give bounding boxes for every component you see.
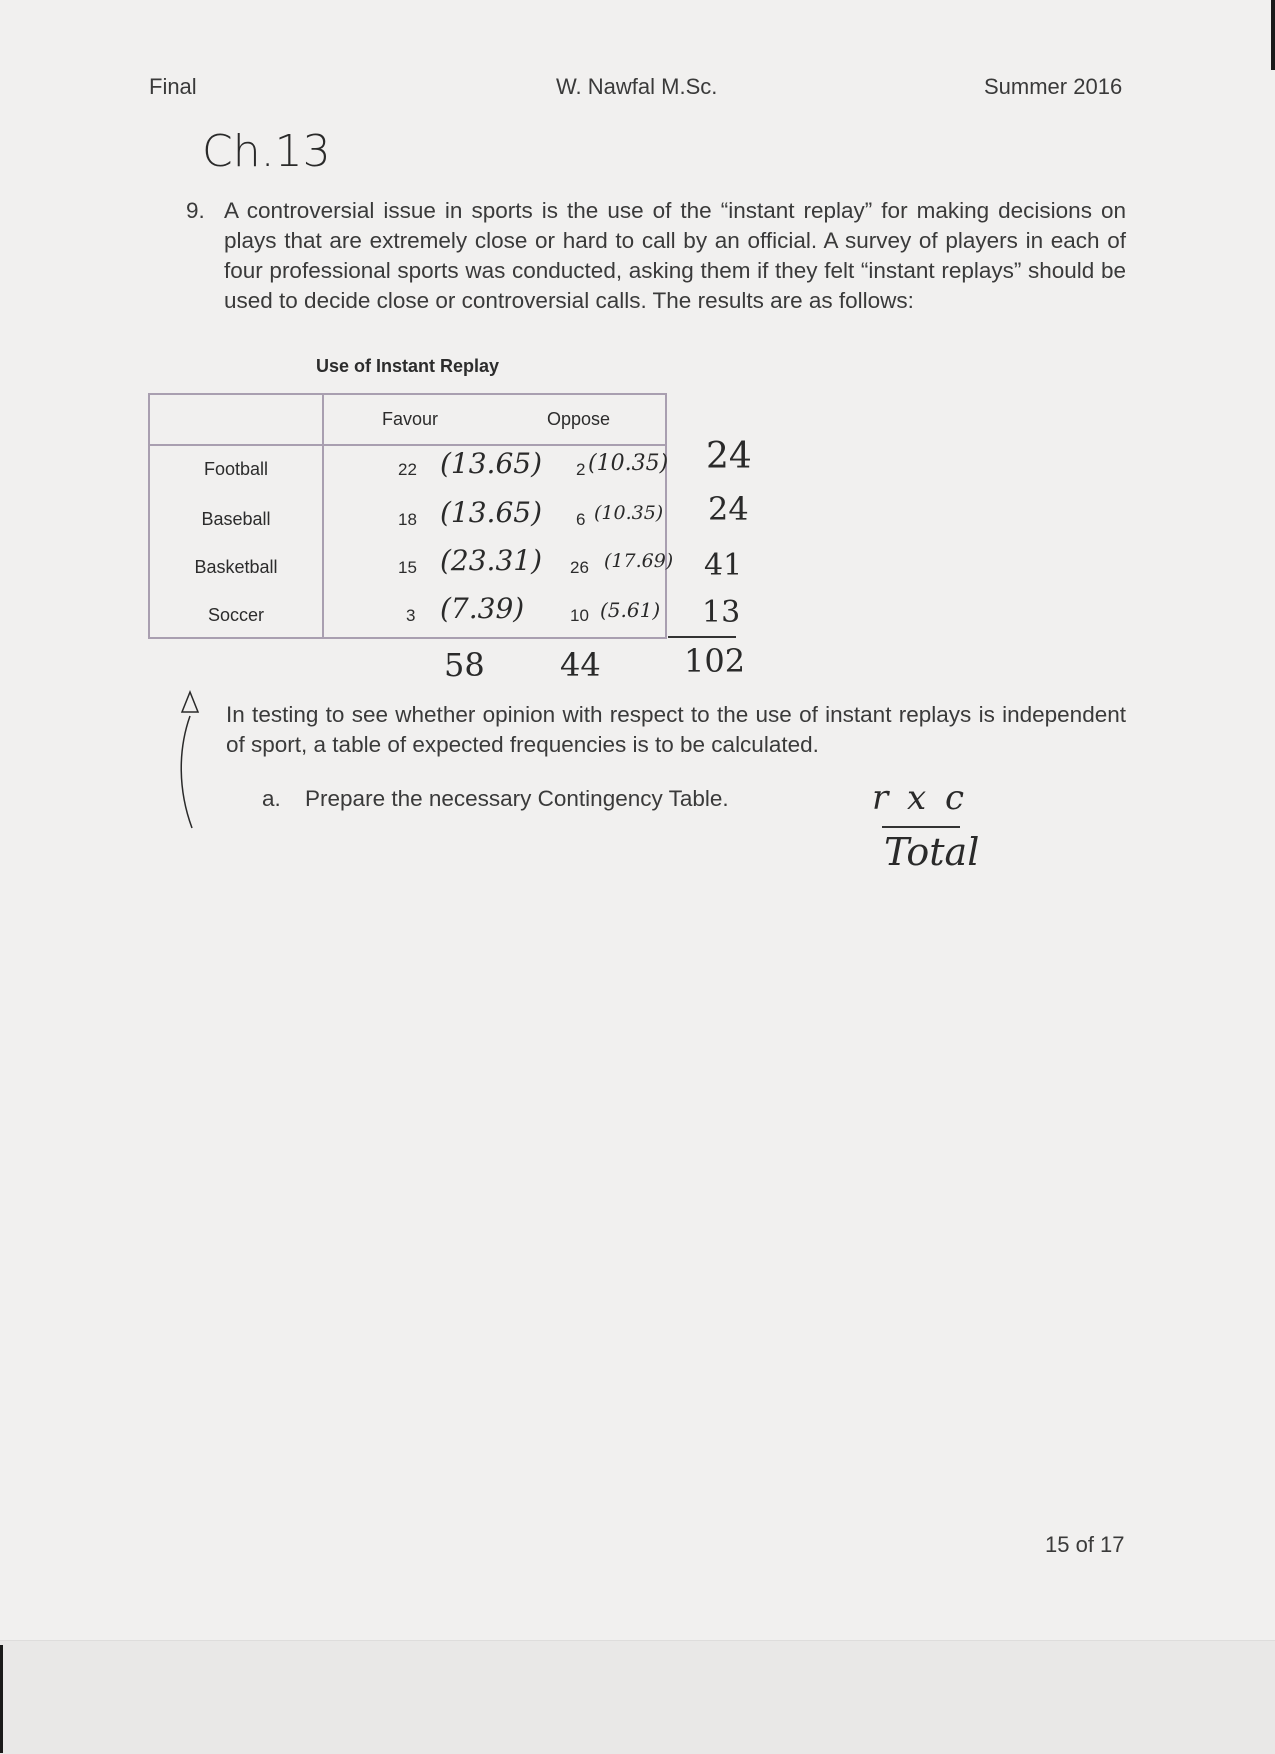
instruction-paragraph: In testing to see whether opinion with respect to the use of instant replays is independent of sport, a table of expected frequencies is to be calculated.: [226, 702, 1126, 757]
cell-football-favour: 22: [398, 460, 417, 479]
cell-football-oppose: 2: [576, 460, 586, 479]
cell-soccer-favour: 3: [406, 606, 416, 625]
page-number: 15 of 17: [1045, 1532, 1125, 1557]
subquestion-label: a.: [262, 786, 281, 811]
row-label-baseball: Baseball: [201, 509, 271, 529]
question-text: A controversial issue in sports is the use of the “instant replay” for making decisions on plays that are extremely close or hard to call by an official. A survey of players in each of four professional sports was conducted, asking them if they felt “instant replays” should be used to decide close or controversial calls. The results are as follows:: [224, 198, 1126, 313]
column-total-favour: 58: [444, 646, 485, 684]
row-total-basketball: 41: [704, 548, 743, 583]
row-total-football: 24: [706, 436, 752, 477]
cell-baseball-oppose-expected: (10.35): [594, 502, 664, 524]
cell-basketball-oppose: 26: [570, 558, 589, 577]
formula-numerator: r x c: [872, 778, 969, 818]
header-center: W. Nawfal M.Sc.: [556, 74, 718, 99]
question-9: [186, 196, 1126, 316]
cell-football-oppose-expected: (10.35): [588, 451, 669, 476]
cell-baseball-oppose: 6: [576, 510, 586, 529]
table-title: Use of Instant Replay: [316, 356, 500, 376]
page-corner-mark: [1271, 0, 1275, 70]
column-header-oppose: Oppose: [547, 409, 611, 429]
row-label-soccer: Soccer: [207, 605, 265, 625]
column-header-favour: Favour: [382, 409, 439, 429]
cell-baseball-favour: 18: [398, 510, 417, 529]
column-total-oppose: 44: [560, 646, 601, 684]
formula-denominator: Total: [884, 830, 980, 874]
header-right: Summer 2016: [984, 74, 1123, 99]
scan-left-bar: [0, 1645, 3, 1753]
subquestion-text: Prepare the necessary Contingency Table.: [305, 786, 729, 811]
grand-total: 102: [684, 642, 746, 680]
cell-basketball-favour: 15: [398, 558, 417, 577]
subquestion-a: [262, 786, 729, 812]
cell-basketball-favour-expected: (23.31): [440, 544, 543, 577]
row-label-basketball: Basketball: [194, 557, 278, 577]
cell-soccer-oppose: 10: [570, 606, 589, 625]
formula-fraction-bar: [882, 826, 960, 828]
cell-baseball-favour-expected: (13.65): [440, 496, 543, 529]
margin-bracket-mark: [176, 690, 200, 830]
contingency-table: [148, 393, 674, 639]
row-total-soccer: 13: [702, 595, 741, 630]
row-label-football: Football: [203, 459, 269, 479]
header-left: Final: [149, 74, 197, 99]
question-number: 9.: [186, 198, 205, 223]
cell-basketball-oppose-expected: (17.69): [604, 550, 674, 572]
chapter-note: Ch.13: [202, 126, 331, 177]
row-total-baseball: 24: [708, 490, 749, 528]
table-divider-vertical: [322, 395, 324, 637]
cell-soccer-oppose-expected: (5.61): [600, 598, 661, 622]
page-bottom-edge: [0, 1640, 1275, 1754]
cell-soccer-favour-expected: (7.39): [440, 592, 525, 625]
total-underline: [668, 636, 736, 638]
table-divider-horizontal: [150, 444, 665, 446]
cell-football-favour-expected: (13.65): [440, 447, 543, 480]
